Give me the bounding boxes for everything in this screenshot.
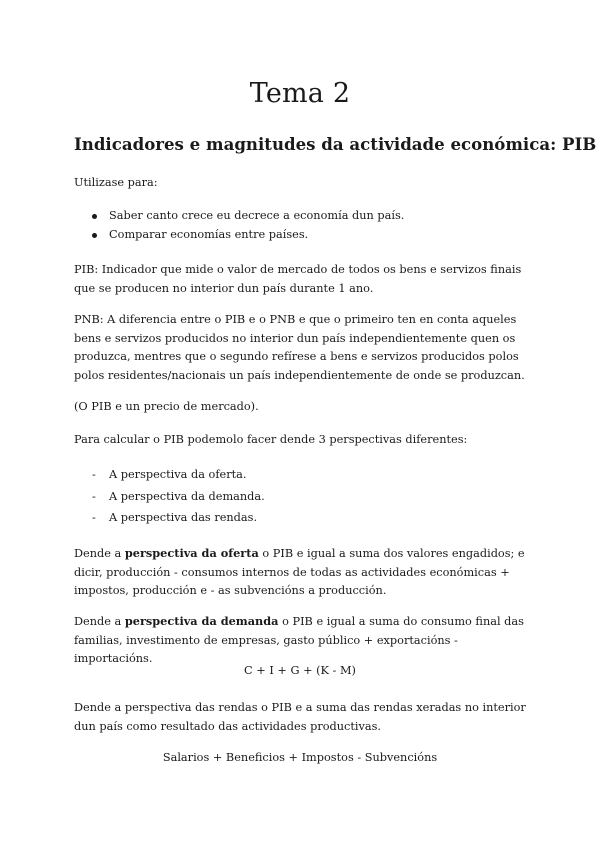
demanda-post: o PIB e igual a suma do consumo final das familias, investimento de empresas, gasto público + exportacións - importacións. [74,615,524,665]
demanda-formula: C + I + G + (K - M) [244,664,356,677]
rendas-formula: Salarios + Beneficios + Impostos - Subvencións [162,751,438,764]
demanda-pre: Dende a [74,615,125,628]
section-heading: Indicadores e magnitudes da actividade económica: PIB [74,134,597,154]
demanda-bold: perspectiva da demanda [124,614,279,628]
oferta-post: o PIB e igual a suma dos valores engadidos; e dicir, producción - consumos internos de todas as actividades económicas + impostos, producción e - as subvencións a producción. [74,547,525,597]
bullet-icon [92,214,97,219]
rendas-paragraph: Dende a perspectiva das rendas o PIB e a suma das rendas xeradas no interior dun país como resultado das actividades productivas. [74,701,526,733]
pib-definition: PIB: Indicador que mide o valor de mercado de todos os bens e servizos finais que se producen no interior dun país durante 1 ano. [74,263,522,295]
dash-marker: - [92,489,96,503]
calc-intro: Para calcular o PIB podemolo facer dende 3 perspectivas diferentes: [74,433,468,446]
pnb-definition: PNB: A diferencia entre o PIB e o PNB e que o primeiro ten en conta aqueles bens e servizos producidos no interior dun país independientemente quen os produzca, mentres que o segundo refírese a bens e servizos producidos polos polos residentes/nacionais un país independientemente de onde se produzcan. [74,313,525,382]
list-item-text: Comparar economías entre países. [109,227,309,241]
list-item-text: A perspectiva da oferta. [109,468,247,481]
list-item-text: A perspectiva das rendas. [109,511,258,524]
list-item [92,486,265,508]
perspectives-list [92,464,265,529]
oferta-pre: Dende a [74,547,125,560]
oferta-paragraph [74,544,529,601]
pib-note: (O PIB e un precio de mercado). [74,400,259,413]
uses-list [92,207,404,244]
list-item [92,464,265,486]
list-item [92,207,404,226]
list-item-text: Saber canto crece eu decrece a economía dun país. [109,209,405,222]
demanda-paragraph [74,612,529,669]
list-item [92,226,404,245]
list-item [92,507,265,529]
dash-marker: - [92,468,96,481]
list-item-text: A perspectiva da demanda. [109,489,265,503]
intro-paragraph: Utilizase para: [74,176,158,189]
bullet-icon [92,233,97,238]
dash-marker: - [92,511,96,524]
document-title: Tema 2 [249,78,351,109]
oferta-bold: perspectiva da oferta [124,546,259,560]
